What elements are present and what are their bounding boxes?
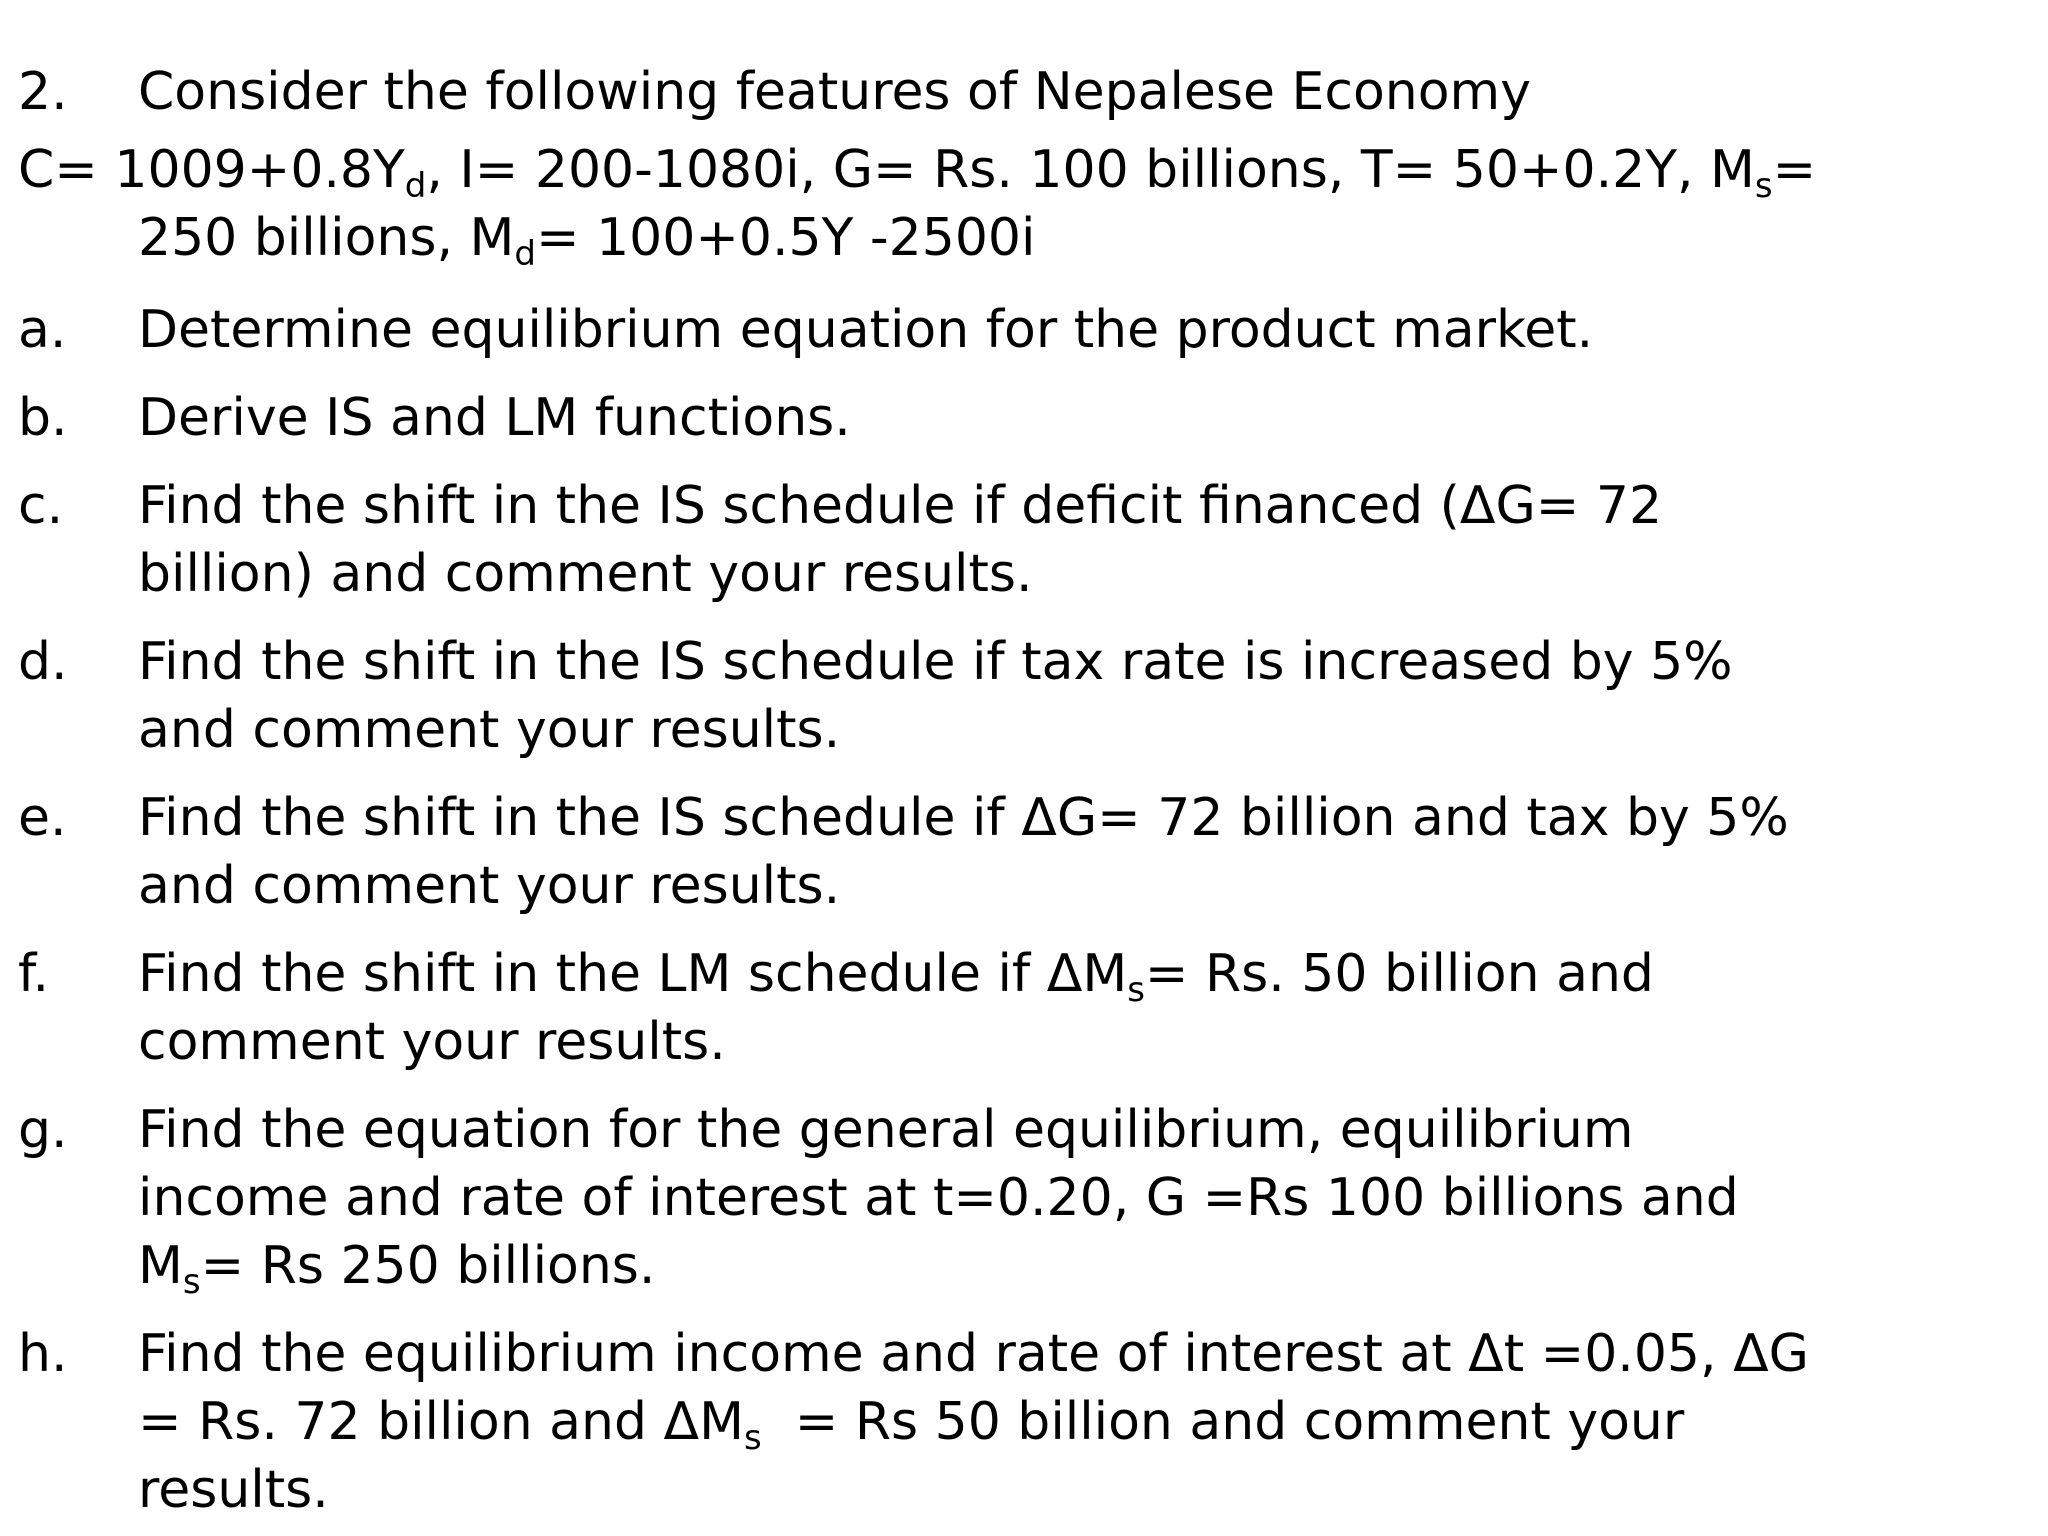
part-f-text-line-2: comment your results. bbox=[138, 1012, 726, 1072]
question-title: Consider the following features of Nepalese Economy bbox=[138, 62, 1531, 122]
question-number: 2. bbox=[18, 62, 68, 122]
part-c-label: c. bbox=[18, 476, 64, 536]
part-f-text-line-1: Find the shift in the LM schedule if $\Delta M_s= Rs$. 50 billion and bbox=[138, 944, 1654, 1010]
part-c-text-line-2: billion) and comment your results. bbox=[138, 544, 1033, 604]
part-h-text-line-1: Find the equilibrium income and rate of interest at Δt =0.05, ΔG bbox=[138, 1324, 1809, 1384]
part-g-text-line-3: $M_s= Rs$ 250 billions. bbox=[138, 1236, 656, 1302]
part-a-label: a. bbox=[18, 300, 67, 360]
part-h-text-line-2: = Rs. 72 billion and $\Delta M_s = Rs$ 50 billion and comment your bbox=[138, 1392, 1685, 1458]
part-h-text-line-3: results. bbox=[138, 1460, 329, 1520]
part-e-label: e. bbox=[18, 788, 67, 848]
part-e-text-line-2: and comment your results. bbox=[138, 856, 841, 916]
equations-line-1: $C= 1009+0.8Y_d$, I= 200-1080i, G= Rs. 100 billions, T= 50+0.2Y, $M_s=$ bbox=[18, 140, 1817, 206]
equations-line-2: 250 billions, $M_d= 100+0.5Y$ -2500i bbox=[138, 208, 1036, 274]
part-h-label: h. bbox=[18, 1324, 68, 1384]
part-a-text: Determine equilibrium equation for the product market. bbox=[138, 300, 1594, 360]
part-e-text-line-1: Find the shift in the IS schedule if ΔG= 72 billion and tax by 5% bbox=[138, 788, 1789, 848]
part-g-text-line-1: Find the equation for the general equilibrium, equilibrium bbox=[138, 1100, 1634, 1160]
part-b-label: b. bbox=[18, 388, 68, 448]
part-d-label: d. bbox=[18, 632, 68, 692]
part-b-text: Derive IS and LM functions. bbox=[138, 388, 851, 448]
part-d-text-line-1: Find the shift in the IS schedule if tax rate is increased by 5% bbox=[138, 632, 1733, 692]
part-c-text-line-1: Find the shift in the IS schedule if deficit financed (ΔG= 72 bbox=[138, 476, 1663, 536]
part-f-label: f. bbox=[18, 944, 50, 1004]
part-g-label: g. bbox=[18, 1100, 68, 1160]
part-g-text-line-2: income and rate of interest at t=0.20, G =Rs 100 billions and bbox=[138, 1168, 1739, 1228]
part-d-text-line-2: and comment your results. bbox=[138, 700, 841, 760]
